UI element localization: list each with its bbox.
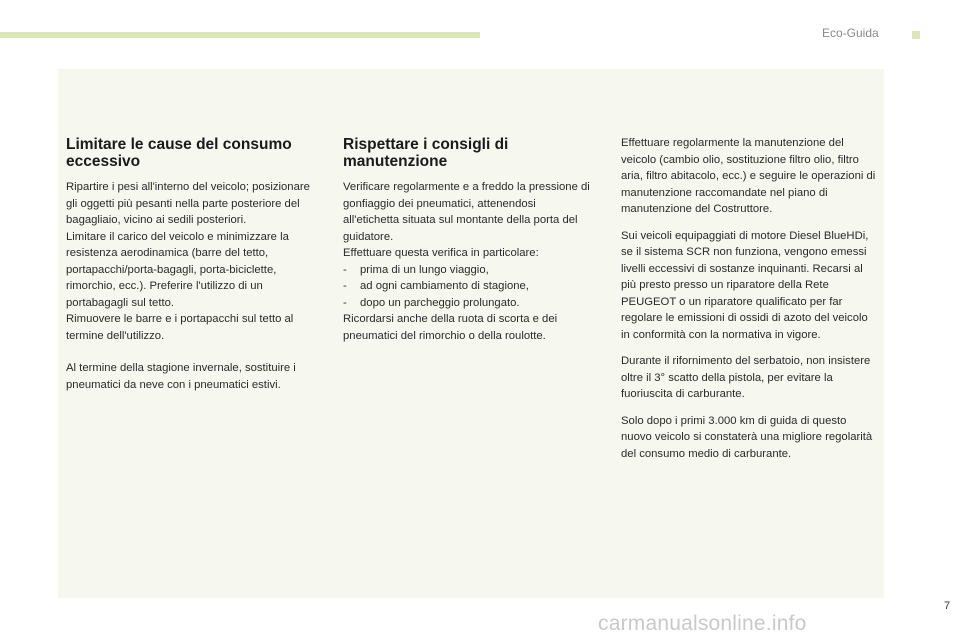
content-panel [58, 69, 884, 598]
watermark: carmanualsonline.info [598, 612, 807, 635]
heading-consumption: Limitare le cause del consumo eccessivo [66, 136, 292, 170]
check-list [343, 262, 595, 312]
paragraph: Verificare regolarmente e a freddo la pressione di gonfiaggio dei pneumatici, attenendosi all'etichetta situata sul montante della porta del guidatore. [343, 181, 590, 243]
paragraph: Rimuovere le barre e i portapacchi sul tetto al termine dell'utilizzo. [66, 313, 294, 342]
paragraph: Al termine della stagione invernale, sostituire i pneumatici da neve con i pneumatici estivi. [66, 362, 296, 391]
column-maintenance [343, 136, 595, 344]
column-consumption [66, 136, 316, 393]
section-title: Eco-Guida [822, 26, 879, 40]
paragraph: Effettuare regolarmente la manutenzione del veicolo (cambio olio, sostituzione filtro olio, filtro aria, filtro abitacolo, ecc.) e seguire le operazioni di manutenzione raccomandate nel piano di manutenzione del Costruttore. [621, 137, 876, 215]
paragraph: Durante il rifornimento del serbatoio, non insistere oltre il 3° scatto della pistola, per evitare la fuoriuscita di carburante. [621, 355, 871, 400]
list-item: - prima di un lungo viaggio, [343, 262, 595, 279]
list-marker: - [343, 263, 347, 276]
paragraph: Limitare il carico del veicolo e minimizzare la resistenza aerodinamica (barre del tetto, portapacchi/porta-bagagli, porta-biciclette, rimorchio, ecc.). Preferire l'utilizzo di un portabagagli sul tetto. [66, 230, 289, 309]
list-marker: - [343, 280, 347, 292]
heading-maintenance: Rispettare i consigli di manutenzione [343, 136, 509, 170]
list-item: - ad ogni cambiamento di stagione, [343, 278, 595, 295]
header-accent-bar [0, 32, 480, 38]
paragraph: Ripartire i pesi all'interno del veicolo; posizionare gli oggetti più pesanti nella parte posteriore del bagagliaio, vicino ai sedili posteriori. [66, 181, 310, 226]
list-item: - dopo un parcheggio prolungato. [343, 295, 595, 312]
paragraph: Solo dopo i primi 3.000 km di guida di questo nuovo veicolo si constaterà una migliore regolarità del consumo medio di carburante. [621, 414, 873, 460]
paragraph: Sui veicoli equipaggiati di motore Diesel BlueHDi, se il sistema SCR non funziona, vengono emessi livelli eccessivi di sostanze inquinanti. Recarsi al più presto presso un riparatore della Rete PEUGEOT o un riparatore qualificato per far regolare le emissioni di ossidi di azoto del veicolo in conformità con la normativa in vigore. [621, 229, 869, 341]
column-maintenance-continued [621, 135, 878, 462]
paragraph: Effettuare questa verifica in particolare: [343, 247, 539, 259]
page-number: 7 [944, 600, 951, 612]
list-marker: - [343, 296, 347, 309]
header-marker [912, 31, 920, 39]
paragraph: Ricordarsi anche della ruota di scorta e dei pneumatici del rimorchio o della roulotte. [343, 313, 558, 342]
